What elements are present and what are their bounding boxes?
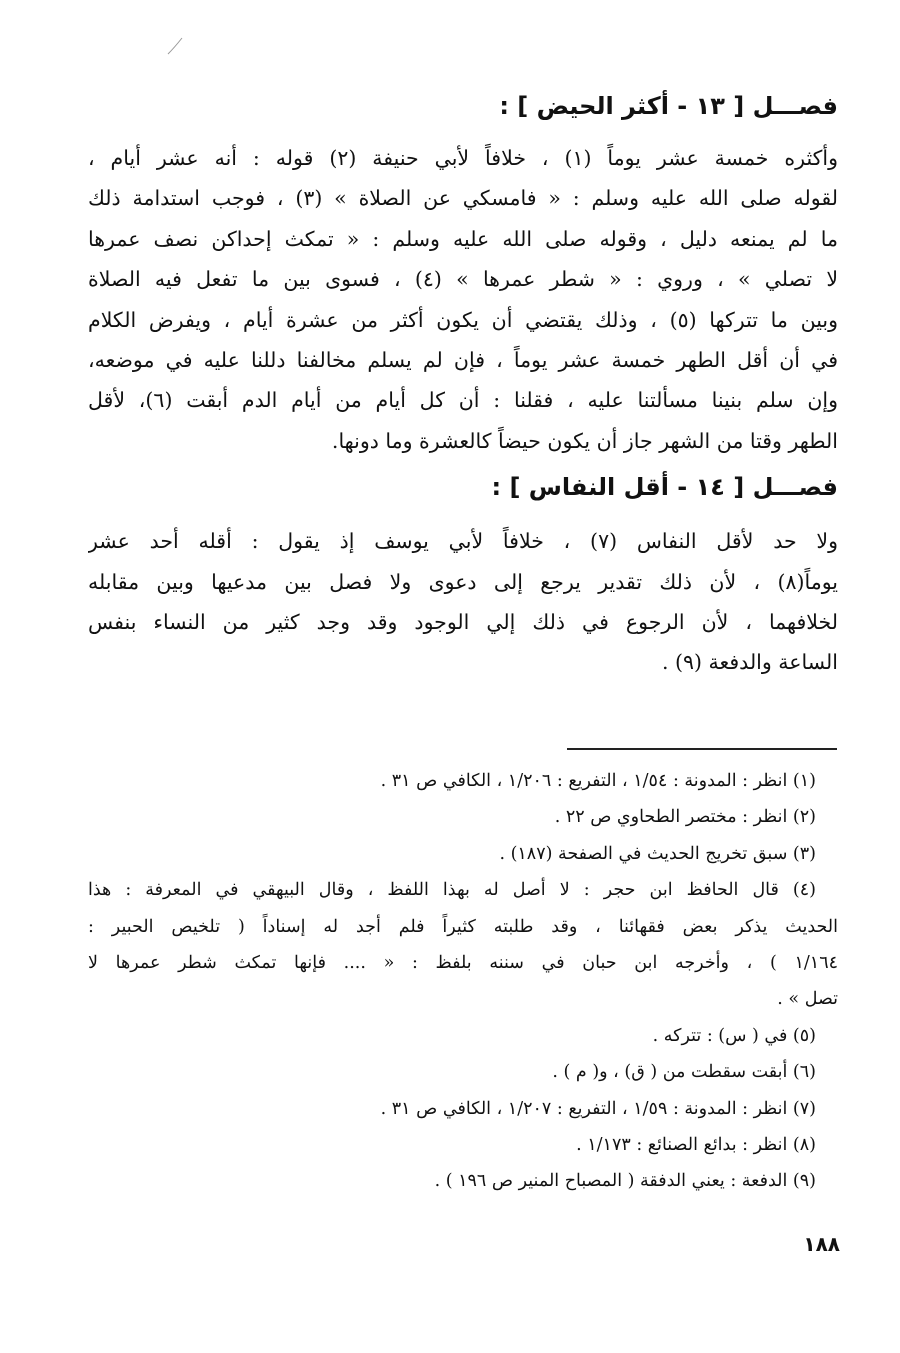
footnote-4-line-3: ١/١٦٤ ) ، وأخرجه ابن حبان في سننه بلفظ : « .... فإنها تمكث شطر عمرها لا	[88, 952, 838, 973]
footnote-divider	[567, 748, 837, 750]
footnote-9: (٩) الدفعة : يعني الدفقة ( المصباح المنير ص ١٩٦ ) .	[434, 1171, 816, 1192]
section-heading-14: فصـــل [ ١٤ - أقل النفاس ] :	[491, 473, 838, 502]
text-line: الطهر وقتا من الشهر جاز أن يكون حيضاً كالعشرة وما دونها.	[331, 428, 838, 453]
text-line: لقوله صلى الله عليه وسلم : « فامسكي عن الصلاة » (٣) ، فوجب استدامة ذلك	[88, 186, 838, 211]
section-13-paragraph	[88, 138, 838, 461]
footnote-3: (٣) سبق تخريج الحديث في الصفحة (١٨٧) .	[499, 843, 816, 864]
footnote-8: (٨) انظر : بدائع الصنائع : ١/١٧٣ .	[576, 1134, 816, 1155]
main-text	[88, 86, 838, 683]
text-line: ما لم يمنعه دليل ، وقوله صلى الله عليه وسلم : « تمكث إحداكن نصف عمرها	[88, 226, 838, 251]
text-line: وبين ما تتركها (٥) ، وذلك يقتضي أن يكون أكثر من عشرة أيام ، ويفرض الكلام	[88, 307, 838, 332]
page-number: ١٨٨	[803, 1232, 840, 1256]
footnote-2: (٢) انظر : مختصر الطحاوي ص ٢٢ .	[554, 807, 816, 828]
section-heading-13: فصـــل [ ١٣ - أكثر الحيض ] :	[499, 92, 838, 120]
text-line: لخلافهما ، لأن الرجوع في ذلك إلي الوجود وقد وجد كثير من النساء بنفس	[88, 609, 838, 634]
footnote-4-line-1: (٤) قال الحافظ ابن حجر : لا أصل له بهذا اللفظ ، وقال البيهقي في المعرفة : هذا	[88, 880, 816, 901]
section-14-paragraph	[88, 521, 838, 683]
footnotes	[88, 763, 838, 1200]
text-line: وأكثره خمسة عشر يوماً (١) ، خلافاً لأبي حنيفة (٢) قوله : أنه عشر أيام ،	[88, 146, 838, 170]
text-line: الساعة والدفعة (٩) .	[661, 650, 838, 675]
text-line: في أن أقل الطهر خمسة عشر يوماً ، فإن لم يسلم مخالفنا دللنا عليه في موضعه،	[88, 347, 838, 372]
footnote-6: (٦) أبقت سقطت من ( ق) ، و( م ) .	[552, 1062, 816, 1083]
footnote-1: (١) انظر : المدونة : ١/٥٤ ، التفريع : ١/٢٠٦ ، الكافي ص ٣١ .	[380, 771, 816, 791]
footnote-5: (٥) في ( س) : تتركه .	[652, 1025, 816, 1046]
text-line: لا تصلي » ، وروي : « شطر عمرها » (٤) ، فسوى بين ما تفعل فيه الصلاة	[88, 267, 838, 292]
footnote-4-line-4: تصل » .	[777, 989, 838, 1010]
footnote-4-line-2: الحديث يذكر بعض فقهائنا ، وقد طلبته كثيراً فلم أجد له إسناداً ( تلخيص الحبير :	[88, 916, 838, 937]
pen-stroke-mark	[166, 36, 186, 56]
text-line: ولا حد لأقل النفاس (٧) ، خلافاً لأبي يوسف إذ يقول : أقله أحد عشر	[88, 529, 838, 554]
text-line: وإن سلم بنينا مسألتنا عليه ، فقلنا : أن كل أيام من أيام الدم أبقت (٦)، لأقل	[88, 388, 838, 413]
footnote-7: (٧) انظر : المدونة : ١/٥٩ ، التفريع : ١/٢٠٧ ، الكافي ص ٣١ .	[380, 1098, 816, 1119]
text-line: يوماً(٨) ، لأن ذلك تقدير يرجع إلى دعوى ولا فصل بين مدعيها وبين مقابله	[88, 569, 838, 594]
